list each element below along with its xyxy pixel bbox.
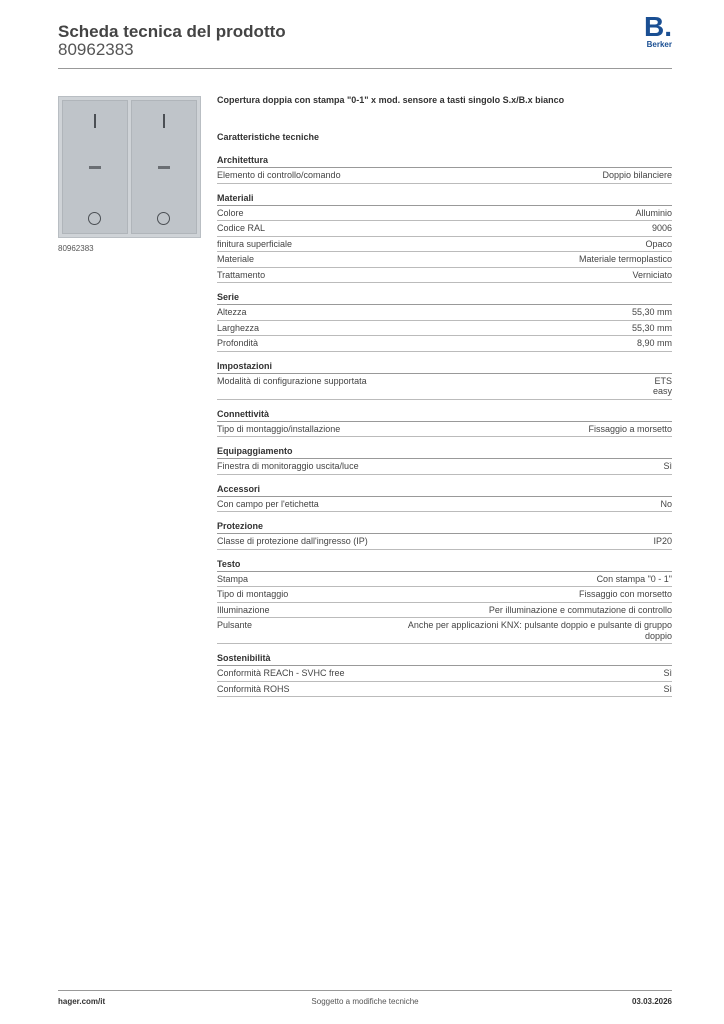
section-title: Architettura <box>217 155 672 168</box>
spec-key: finitura superficiale <box>217 238 293 249</box>
spec-key: Illuminazione <box>217 604 270 615</box>
on-symbol-icon <box>163 114 165 128</box>
footer-note: Soggetto a modifiche tecniche <box>311 997 419 1006</box>
spec-value: Con stampa "0 - 1" <box>596 573 672 584</box>
spec-value: Fissaggio a morsetto <box>588 423 672 434</box>
spec-row <box>217 206 672 222</box>
spec-row <box>217 168 672 184</box>
header-divider <box>58 68 672 69</box>
spec-row <box>217 422 672 438</box>
spec-value-line: ETS <box>654 375 672 386</box>
spec-value: Sì <box>663 668 672 678</box>
spec-row <box>217 305 672 321</box>
spec-section <box>217 484 672 513</box>
spec-key: Conformità ROHS <box>217 683 290 694</box>
spec-key: Colore <box>217 207 244 218</box>
product-name: Copertura doppia con stampa "0-1" x mod. sensore a tasti singolo S.x/B.x bianco <box>217 95 565 105</box>
page-header <box>58 11 676 70</box>
spec-value-line: easy <box>652 386 672 396</box>
spec-key: Materiale <box>217 254 255 264</box>
footer-date: 03.03.2026 <box>631 997 672 1006</box>
spec-value: No <box>660 498 672 509</box>
spec-value: Sì <box>663 683 672 694</box>
section-title: Protezione <box>217 521 672 534</box>
spec-value: 55,30 mm <box>631 322 672 333</box>
section-title: Impostazioni <box>217 361 672 374</box>
spec-row <box>217 252 672 268</box>
spec-section <box>217 292 672 352</box>
spec-value: Anche per applicazioni KNX: pulsante doppio e pulsante di gruppo doppio <box>407 620 672 641</box>
spec-value: Alluminio <box>635 207 672 218</box>
spec-key: Larghezza <box>217 322 260 333</box>
section-title: Serie <box>217 292 672 305</box>
spec-key: Classe di protezione dall'ingresso (IP) <box>217 536 368 546</box>
spec-key: Tipo di montaggio/installazione <box>217 423 341 434</box>
spec-key: Tipo di montaggio <box>217 589 289 599</box>
spec-row <box>217 587 672 603</box>
spec-key: Stampa <box>217 573 249 584</box>
logo-brand: Berker <box>646 40 672 49</box>
spec-row <box>217 459 672 475</box>
spec-value: Opaco <box>645 238 672 249</box>
berker-logo <box>636 11 676 53</box>
spec-row <box>217 221 672 237</box>
spec-row <box>217 572 672 588</box>
spec-key: Codice RAL <box>217 223 266 233</box>
spec-row <box>217 603 672 619</box>
page-title: Scheda tecnica del prodotto <box>58 22 286 41</box>
spec-value <box>653 376 672 397</box>
product-code: 80962383 <box>58 40 134 59</box>
spec-subtitle: Caratteristiche tecniche <box>217 132 320 142</box>
spec-section <box>217 409 672 438</box>
spec-row <box>217 268 672 284</box>
spec-value: Doppio bilanciere <box>602 170 672 180</box>
spec-value: Materiale termoplastico <box>578 254 672 264</box>
spec-key: Profondità <box>217 338 259 348</box>
spec-row <box>217 666 672 682</box>
spec-row <box>217 374 672 400</box>
section-title: Testo <box>217 559 672 572</box>
spec-value: Sì <box>663 461 672 471</box>
image-caption: 80962383 <box>58 244 94 253</box>
spec-section <box>217 155 672 184</box>
spec-section <box>217 193 672 284</box>
spec-key: Altezza <box>217 307 247 317</box>
rocker-left <box>62 100 128 234</box>
spec-value: Verniciato <box>632 269 672 280</box>
section-title: Accessori <box>217 484 672 497</box>
spec-row <box>217 497 672 513</box>
spec-value: Per illuminazione e commutazione di controllo <box>488 604 672 615</box>
spec-value: 55,30 mm <box>631 307 672 317</box>
spec-row <box>217 618 672 644</box>
off-symbol-icon <box>88 212 101 225</box>
spec-row <box>217 336 672 352</box>
footer-divider <box>58 990 672 991</box>
section-title: Sostenibilità <box>217 653 672 666</box>
on-symbol-icon <box>94 114 96 128</box>
section-title: Equipaggiamento <box>217 446 672 459</box>
section-title: Connettività <box>217 409 672 422</box>
status-led-icon <box>158 166 170 169</box>
rocker-right <box>131 100 197 234</box>
spec-section <box>217 653 672 697</box>
spec-section <box>217 559 672 645</box>
spec-row <box>217 682 672 698</box>
spec-row <box>217 237 672 253</box>
spec-section <box>217 521 672 550</box>
spec-value: Fissaggio con morsetto <box>578 589 672 599</box>
spec-value: 8,90 mm <box>636 338 672 348</box>
section-title: Materiali <box>217 193 672 206</box>
spec-key: Conformità REACh - SVHC free <box>217 668 345 678</box>
spec-value: IP20 <box>653 536 672 546</box>
spec-key: Con campo per l'etichetta <box>217 498 319 509</box>
logo-letter: B. <box>644 11 672 42</box>
spec-section <box>217 446 672 475</box>
spec-key: Elemento di controllo/comando <box>217 170 341 180</box>
spec-key: Finestra di monitoraggio uscita/luce <box>217 461 359 471</box>
spec-row <box>217 534 672 550</box>
spec-key: Trattamento <box>217 269 266 280</box>
footer-url[interactable]: hager.com/it <box>58 997 106 1006</box>
spec-key: Modalità di configurazione supportata <box>217 375 367 386</box>
spec-sections <box>217 155 672 697</box>
spec-row <box>217 321 672 337</box>
spec-key: Pulsante <box>217 620 253 630</box>
status-led-icon <box>89 166 101 169</box>
spec-content <box>217 95 672 706</box>
off-symbol-icon <box>157 212 170 225</box>
product-image <box>58 96 201 238</box>
spec-value: 9006 <box>651 223 672 233</box>
spec-section <box>217 361 672 400</box>
